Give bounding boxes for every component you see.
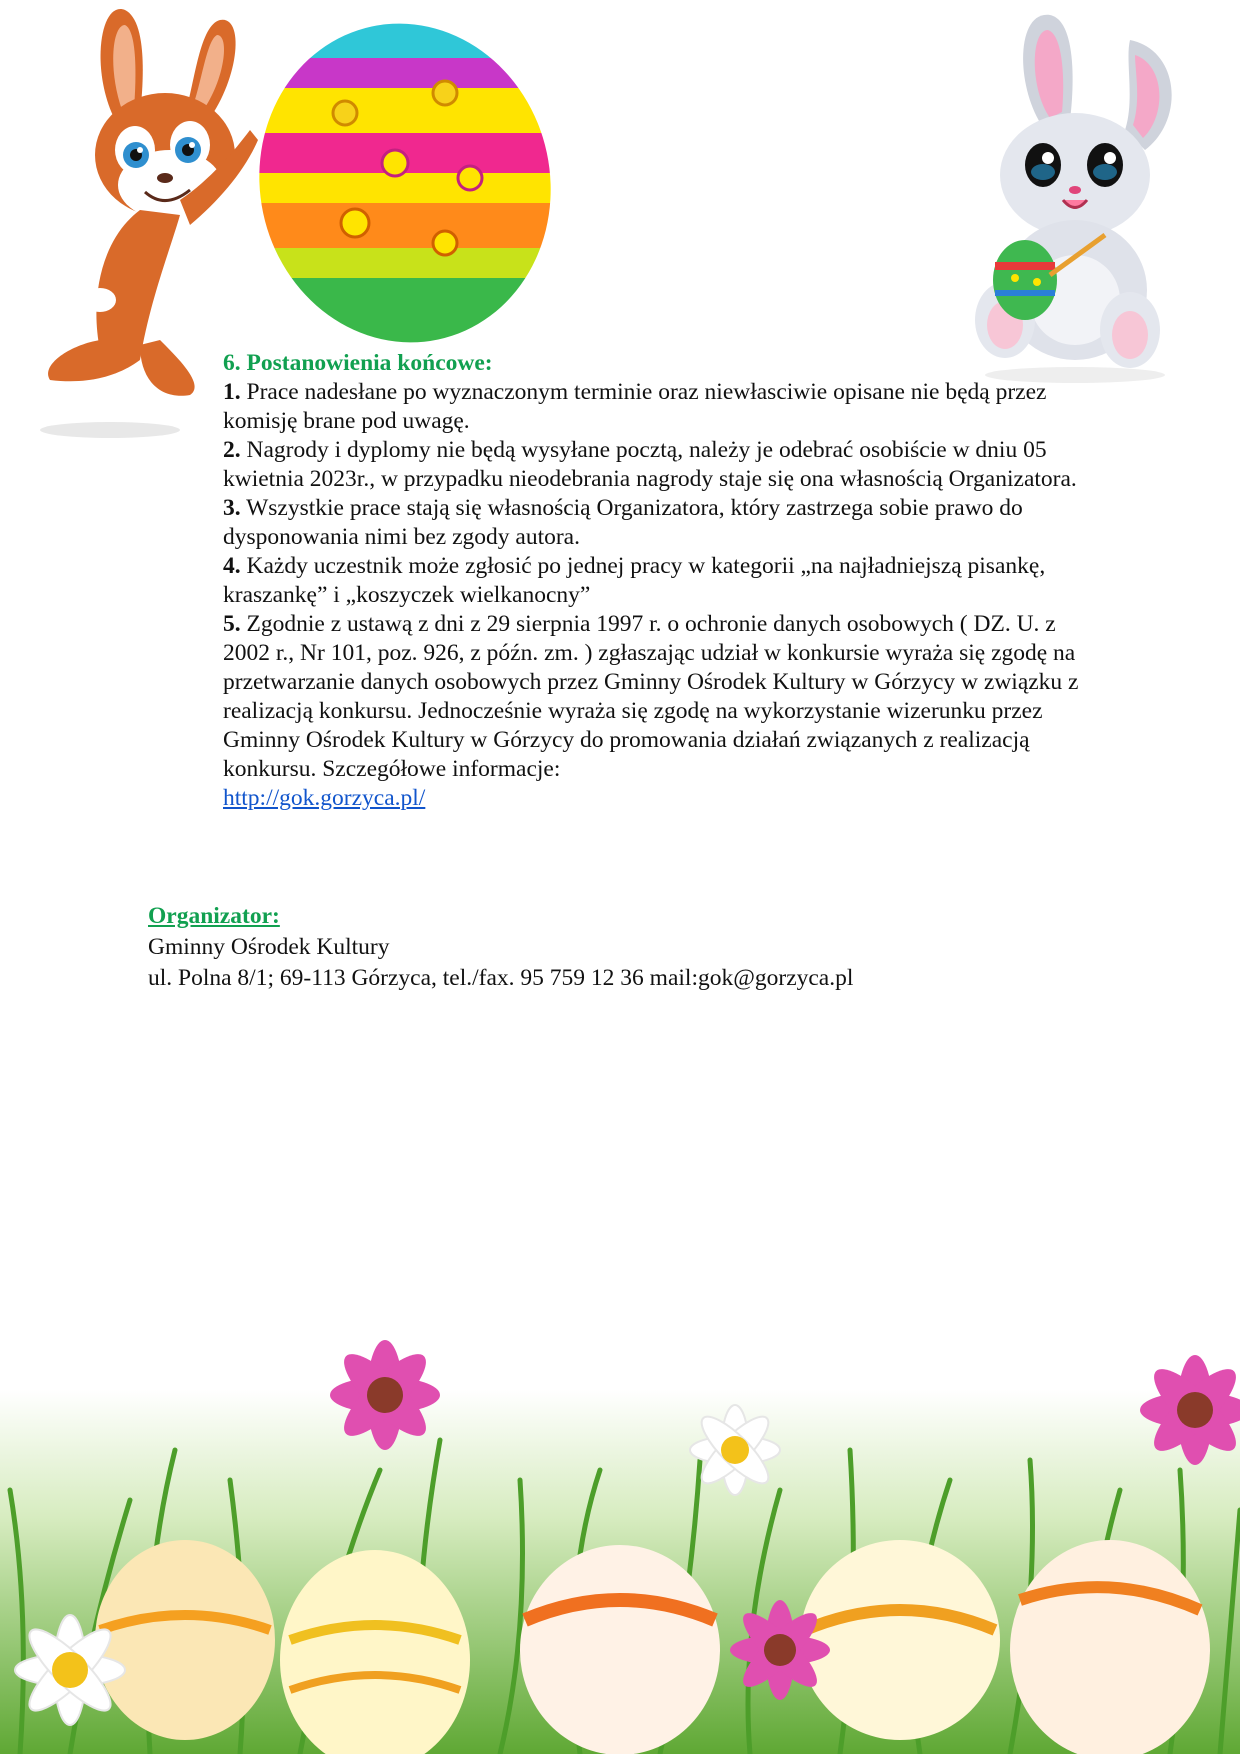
provision-item-4 <box>223 552 1093 610</box>
website-link[interactable]: http://gok.gorzyca.pl/ <box>223 785 426 811</box>
organizer-block <box>148 901 1148 994</box>
grass-eggs-flowers-banner <box>0 1330 1240 1754</box>
organizer-address: ul. Polna 8/1; 69-113 Górzyca, tel./fax. 95 759 12 36 mail:gok@gorzyca.pl <box>148 965 854 991</box>
provision-number: 4. <box>223 553 241 579</box>
provision-text: Każdy uczestnik może zgłosić po jednej pracy w kategorii „na najładniejszą pisankę, kraszankę” i „koszyczek wielkanocny” <box>223 553 1046 608</box>
section-title: 6. Postanowienia końcowe: <box>223 350 493 376</box>
provision-text: Zgodnie z ustawą z dni z 29 sierpnia 1997 r. o ochronie danych osobowych ( DZ. U. z 2002 r., Nr 101, poz. 926, z późn. zm. ) zgłaszając udział w konkursie wyraża się zgodę na przetwarzanie danych osobowych przez Gminny Ośrodek Kultury w Górzycy w związku z realizacją konkursu. Jednocześnie wyraża się zgodę na wykorzystanie wizerunku przez Gminny Ośrodek Kultury w Górzycy do promowania działań związanych z realizacją konkursu. Szczegółowe informacje: <box>223 611 1079 782</box>
organizer-title: Organizator: <box>148 903 280 929</box>
provision-text: Wszystkie prace stają się własnością Organizatora, który zastrzega sobie prawo do dysponowania nimi bez zgody autora. <box>223 495 1023 550</box>
organizer-name: Gminny Ośrodek Kultury <box>148 934 390 960</box>
provision-number: 5. <box>223 611 241 637</box>
provision-number: 2. <box>223 437 241 463</box>
provision-text: Prace nadesłane po wyznaczonym terminie oraz niewłasciwie opisane nie będą przez komisję brane pod uwagę. <box>223 379 1047 434</box>
provision-item-2 <box>223 436 1093 494</box>
provision-item-3 <box>223 494 1093 552</box>
striped-easter-egg-illustration <box>255 18 555 348</box>
provision-item-1 <box>223 378 1093 436</box>
provision-text: Nagrody i dyplomy nie będą wysyłane pocztą, należy je odebrać osobiście w dniu 05 kwietnia 2023r., w przypadku nieodebrania nagrody staje się ona własnością Organizatora. <box>223 437 1077 492</box>
provision-number: 3. <box>223 495 241 521</box>
grey-bunny-illustration <box>955 0 1190 390</box>
final-provisions-section <box>223 349 1093 813</box>
provision-number: 1. <box>223 379 241 405</box>
provision-item-5 <box>223 610 1093 784</box>
